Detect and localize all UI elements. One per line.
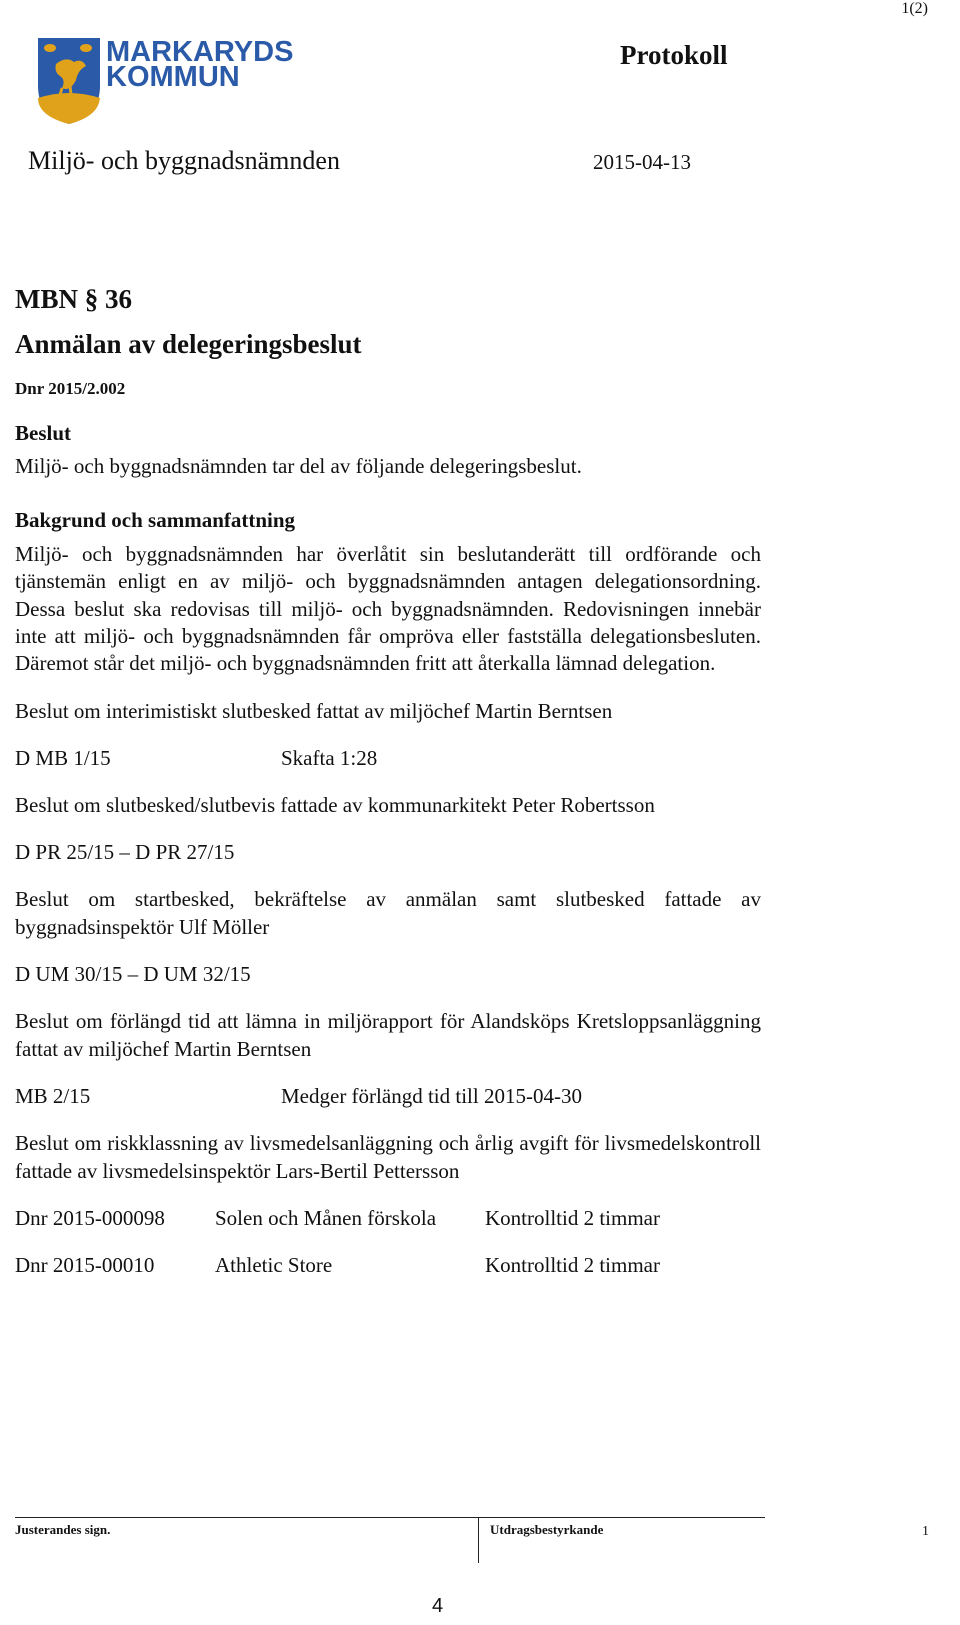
decision-text: Beslut om riskklassning av livsmedelsanläggning och årlig avgift för livsmedelskontroll fattade av livsmedelsinspektör Lars-Bertil Pettersson [15, 1131, 761, 1184]
markaryd-logo [36, 36, 336, 126]
food-row [15, 1204, 761, 1232]
meeting-date: 2015-04-13 [593, 150, 691, 174]
food-row [15, 1251, 761, 1279]
protocol-body [15, 282, 761, 1279]
utdragsbestyrkande-label: Utdragsbestyrkande [490, 1522, 604, 1537]
document-type: Protokoll [620, 40, 728, 70]
justerandes-sign-label: Justerandes sign. [15, 1522, 111, 1537]
footer-divider [15, 1517, 765, 1518]
food-time: Kontrolltid 2 timmar [485, 1253, 660, 1278]
bakgrund-text: Miljö- och byggnadsnämnden har överlåtit sin beslutanderätt till ordförande och tjänstemän enligt en av miljö- och byggnadsnämnden antagen delegationsordning. Dessa beslut ska redovisas till miljö- och byggnadsnämnden. Redovisningen innebär inte att miljö- och byggnadsnämnden får ompröva eller fastställa delegationsbesluten. Däremot står det miljö- och byggnadsnämnden fritt att återkalla lämnad delegation. [15, 542, 761, 676]
decision-ref-row [15, 960, 761, 988]
coat-of-arms-icon [38, 38, 100, 124]
decision-text: Beslut om startbesked, bekräftelse av anmälan samt slutbesked fattade av byggnadsinspektör Ulf Möller [15, 887, 761, 940]
decision-ref: D MB 1/15 [15, 746, 111, 771]
decision-ref: MB 2/15 [15, 1084, 91, 1109]
logo-line1: MARKARYDS [106, 36, 294, 68]
decision-ref: D PR 25/15 – D PR 27/15 [15, 840, 235, 865]
logo-line2: KOMMUN [106, 61, 240, 93]
decision-ref-row [15, 1082, 761, 1110]
decision-text: Beslut om slutbesked/slutbevis fattade av kommunarkitekt Peter Robertsson [15, 793, 655, 818]
food-dnr: Dnr 2015-00010 [15, 1253, 155, 1278]
committee-name: Miljö- och byggnadsnämnden [28, 146, 340, 175]
beslut-heading: Beslut [15, 421, 72, 445]
bakgrund-heading: Bakgrund och sammanfattning [15, 508, 296, 532]
food-dnr: Dnr 2015-000098 [15, 1206, 165, 1231]
decision-text: Beslut om förlängd tid att lämna in miljörapport för Alandsköps Kretsloppsanläggning fattat av miljöchef Martin Berntsen [15, 1009, 761, 1062]
case-dnr: Dnr 2015/2.002 [15, 379, 126, 398]
decision-detail: Medger förlängd tid till 2015-04-30 [281, 1084, 582, 1109]
decision-ref-row [15, 744, 761, 772]
food-name: Athletic Store [215, 1253, 333, 1278]
footer-separator [478, 1517, 479, 1563]
case-number: MBN § 36 [15, 284, 132, 314]
decision-ref-row [15, 838, 761, 866]
decision-ref: D UM 30/15 – D UM 32/15 [15, 962, 251, 987]
page-number: 1(2) [901, 0, 928, 17]
decision-text: Beslut om interimistiskt slutbesked fattat av miljöchef Martin Berntsen [15, 699, 613, 724]
bottom-page-number: 4 [432, 1595, 444, 1617]
footer-page-number: 1 [922, 1524, 929, 1539]
case-title: Anmälan av delegeringsbeslut [15, 329, 362, 359]
food-time: Kontrolltid 2 timmar [485, 1206, 660, 1231]
beslut-text: Miljö- och byggnadsnämnden tar del av följande delegeringsbeslut. [15, 454, 582, 478]
food-name: Solen och Månen förskola [215, 1206, 437, 1231]
decision-detail: Skafta 1:28 [281, 746, 378, 771]
